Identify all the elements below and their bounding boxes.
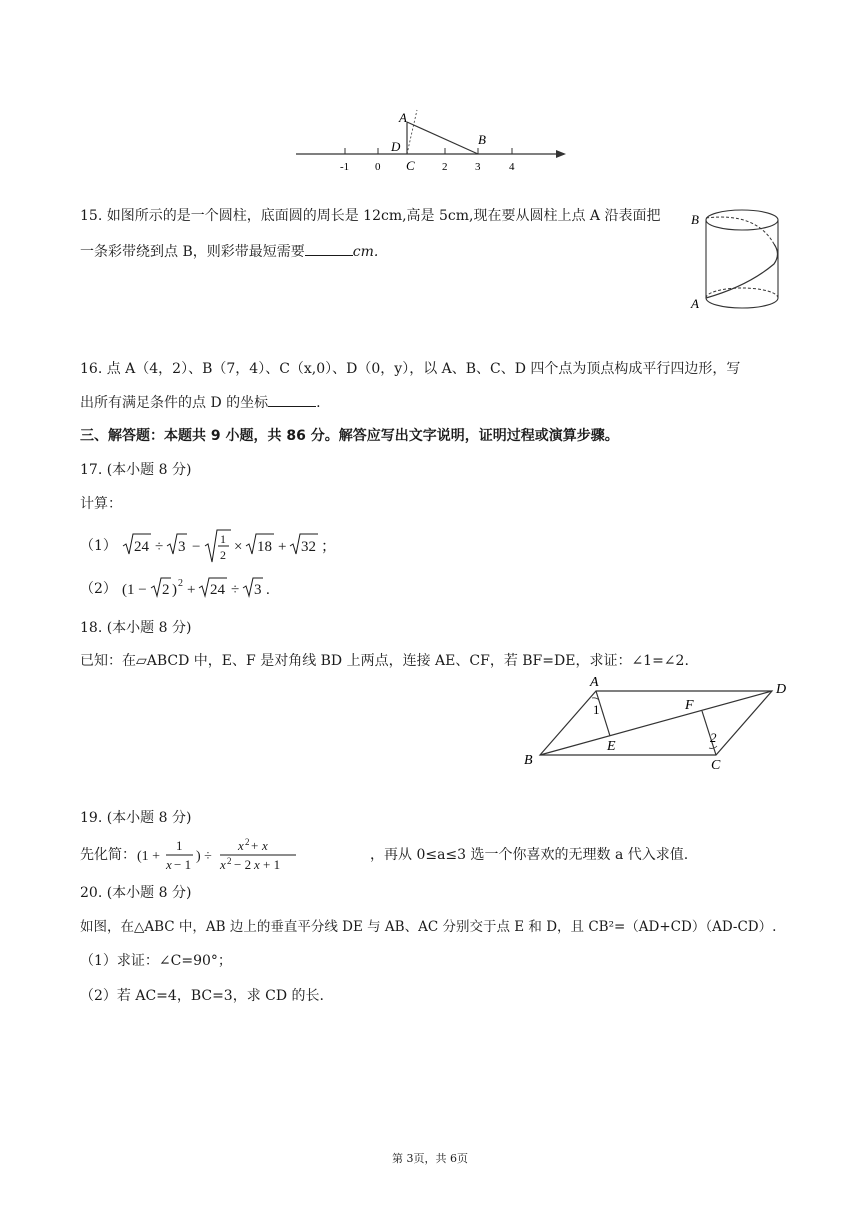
svg-text:+ 1: + 1 — [263, 857, 281, 872]
q20-header: 20. (本小题 8 分) — [80, 885, 192, 901]
point-label-d: D — [391, 139, 401, 154]
q15-line2 — [80, 241, 378, 262]
answer-blank — [268, 392, 316, 407]
page-footer: 第 3页，共 6页 — [392, 1152, 468, 1165]
q17-header: 17. (本小题 8 分) — [80, 462, 192, 478]
tick-label: 4 — [509, 161, 515, 173]
svg-text:+: + — [278, 539, 287, 555]
q20-part2: （2）若 AC=4，BC=3，求 CD 的长. — [80, 988, 325, 1004]
tick-label: -1 — [340, 161, 350, 173]
svg-text:×: × — [234, 539, 243, 555]
q15-line1: 15. 如图所示的是一个圆柱，底面圆的周长是 12cm,高是 5cm,现在要从圆柱上点 A 沿表面把 — [80, 208, 661, 224]
point-label-b: B — [478, 132, 486, 147]
svg-text:1: 1 — [220, 532, 227, 546]
angle-label-1: 1 — [593, 702, 600, 717]
q19-prefix: 先化简： — [80, 847, 136, 863]
tick-label: 2 — [442, 161, 448, 173]
q19-suffix: ，再从 0≤a≤3 选一个你喜欢的无理数 a 代入求值. — [370, 847, 689, 863]
q18-text: 已知：在▱ABCD 中，E、F 是对角线 BD 上两点，连接 AE、CF，若 BF=DE，求证：∠1=∠2. — [80, 653, 689, 669]
point-label-c: C — [406, 158, 415, 173]
q16-period: . — [316, 395, 321, 411]
svg-text:x: x — [254, 857, 260, 872]
q17-part2-label: （2） — [80, 581, 117, 597]
q17-part1-formula — [121, 528, 351, 564]
fig-label-e: E — [607, 739, 616, 754]
q15-line2-text: 一条彩带绕到点 B，则彩带最短需要 — [80, 244, 305, 260]
fig-label-b: B — [524, 753, 533, 768]
fig-label-a: A — [590, 675, 599, 690]
q16-line1: 16. 点 A（4，2）、B（7，4）、C（x,0）、D（0，y），以 A、B、C、D 四个点为顶点构成平行四边形，写 — [80, 361, 741, 377]
svg-text:) ÷: ) ÷ — [196, 849, 212, 864]
svg-text:2: 2 — [227, 856, 232, 866]
svg-text:2: 2 — [220, 548, 227, 562]
svg-text:3: 3 — [254, 582, 262, 598]
svg-text:24: 24 — [210, 582, 226, 598]
fig-label-c: C — [711, 758, 721, 772]
svg-text:− 2: − 2 — [234, 857, 252, 872]
number-line-figure — [290, 100, 580, 180]
svg-text:.: . — [266, 582, 271, 598]
q15-unit: cm. — [352, 244, 379, 260]
svg-text:(1 −: (1 − — [122, 582, 148, 598]
q17-part1 — [80, 528, 351, 562]
q20-part1: （1）求证：∠C=90°； — [80, 953, 232, 969]
q16-line2-text: 出所有满足条件的点 D 的坐标 — [80, 395, 269, 411]
parallelogram-figure — [520, 672, 800, 772]
fig-label-f: F — [685, 698, 694, 713]
svg-text:2: 2 — [162, 582, 170, 598]
svg-text:；: ； — [321, 539, 337, 555]
svg-text:+: + — [187, 582, 196, 598]
svg-text:x: x — [238, 838, 244, 853]
section-title: 三、解答题：本题共 9 小题，共 86 分。解答应写出文字说明，证明过程或演算步骤。 — [80, 428, 619, 444]
svg-text:1: 1 — [176, 838, 183, 853]
angle-label-2: 2 — [710, 730, 717, 745]
cylinder-label-a: A — [691, 296, 699, 311]
svg-text:): ) — [172, 582, 178, 598]
q16-line2 — [80, 392, 321, 413]
svg-text:x: x — [262, 838, 268, 853]
q18-header: 18. (本小题 8 分) — [80, 620, 192, 636]
svg-text:÷: ÷ — [155, 539, 164, 555]
svg-text:÷: ÷ — [231, 582, 240, 598]
cylinder-figure — [686, 204, 786, 314]
q19-text — [80, 836, 688, 874]
svg-text:32: 32 — [301, 539, 317, 555]
point-label-a: A — [399, 110, 407, 125]
svg-text:−: − — [192, 539, 201, 555]
cylinder-label-b: B — [691, 212, 699, 227]
svg-text:2: 2 — [178, 578, 184, 589]
q17-part2 — [80, 575, 291, 603]
tick-label: 3 — [475, 161, 481, 173]
tick-label: 0 — [375, 161, 381, 173]
q17-part2-formula — [121, 575, 291, 603]
svg-text:3: 3 — [178, 539, 186, 555]
svg-text:(1 +: (1 + — [137, 849, 161, 864]
q19-formula — [136, 836, 370, 874]
q19-header: 19. (本小题 8 分) — [80, 810, 192, 826]
svg-text:+: + — [251, 838, 259, 853]
svg-text:x: x — [220, 857, 226, 872]
svg-text:2: 2 — [245, 837, 250, 847]
q17-intro: 计算： — [80, 496, 122, 512]
svg-text:− 1: − 1 — [174, 857, 192, 872]
svg-text:24: 24 — [134, 539, 150, 555]
svg-text:x: x — [166, 857, 172, 872]
svg-text:18: 18 — [257, 539, 273, 555]
fig-label-d: D — [776, 682, 787, 697]
answer-blank — [305, 241, 353, 256]
q20-text: 如图，在△ABC 中，AB 边上的垂直平分线 DE 与 AB、AC 分别交于点 E 和 D，且 CB²=（AD+CD）（AD-CD）. — [80, 919, 777, 935]
q17-part1-label: （1） — [80, 538, 117, 554]
